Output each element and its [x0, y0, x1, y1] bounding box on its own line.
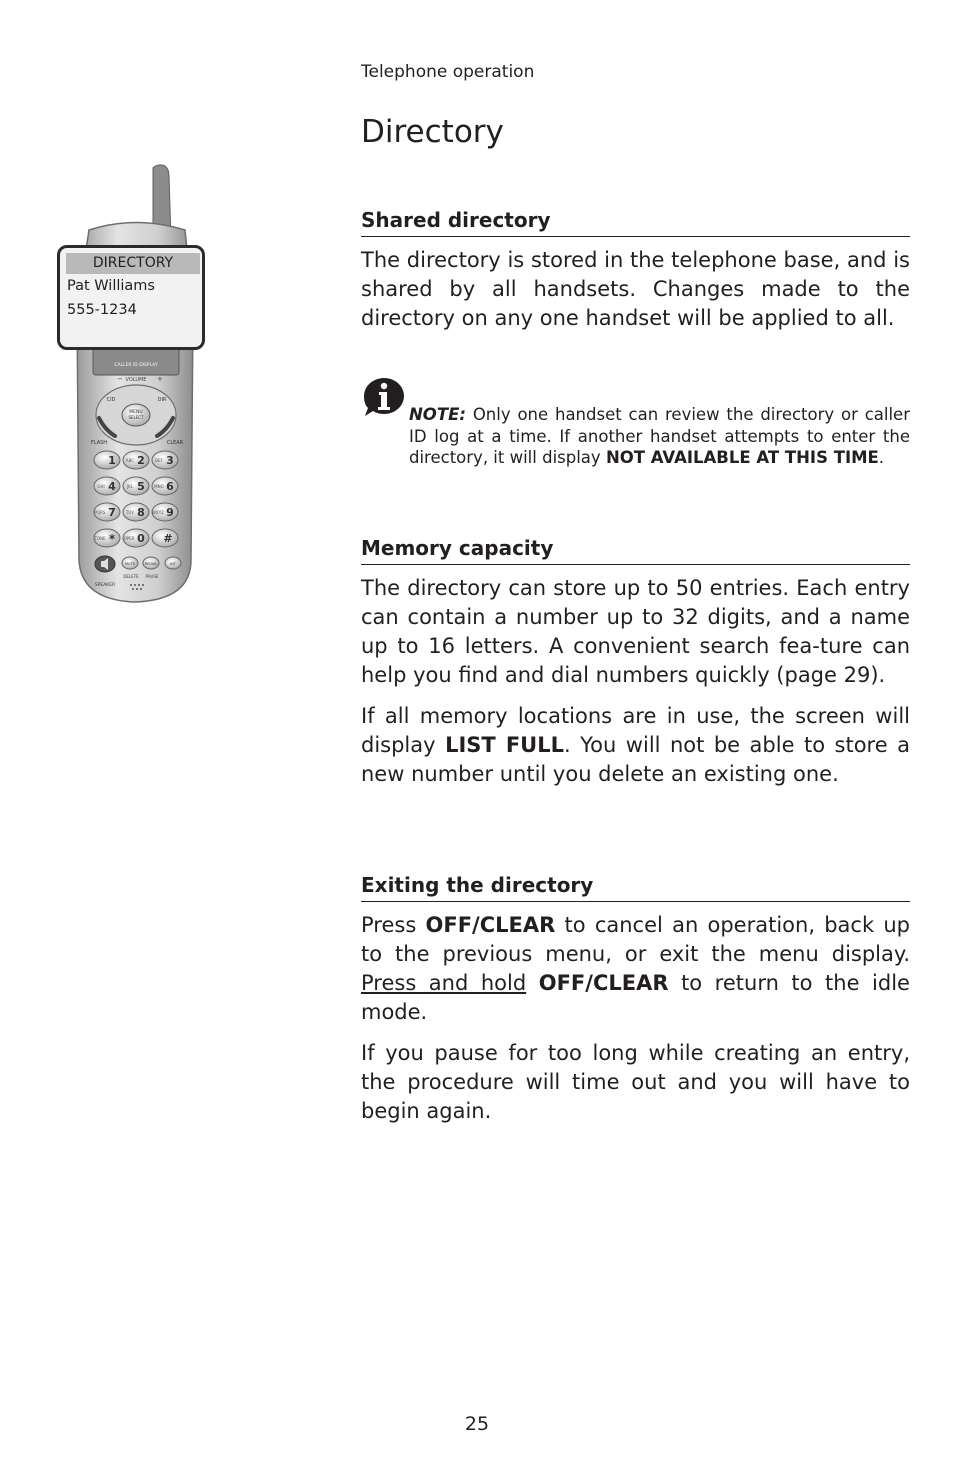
svg-text:INT: INT [170, 562, 176, 566]
note-display-message: NOT AVAILABLE AT THIS TIME [605, 448, 879, 467]
key-6 [152, 477, 178, 495]
svg-text:FLASH: FLASH [90, 440, 108, 446]
off-clear-key-label: OFF/CLEAR [425, 913, 556, 937]
svg-text:+: + [157, 375, 163, 383]
svg-text:3: 3 [166, 454, 174, 467]
list-full-message: LIST FULL [445, 733, 564, 757]
key-0 [123, 529, 149, 547]
svg-text:SPEAKER: SPEAKER [94, 583, 116, 588]
svg-text:MNO: MNO [154, 484, 164, 489]
svg-text:#: # [163, 532, 173, 545]
key-2 [123, 451, 149, 469]
svg-text:CID: CID [106, 397, 116, 403]
svg-text:DIR: DIR [157, 397, 167, 403]
section-heading: Memory capacity [361, 536, 910, 565]
svg-text:REDIAL: REDIAL [144, 562, 158, 566]
svg-text:WXYZ: WXYZ [152, 510, 164, 515]
display-callout [57, 245, 205, 350]
svg-text:MUTE: MUTE [125, 562, 135, 566]
section-body: If all memory locations are in use, the screen will display LIST FULL. You will not be able to store a new number until you delete an existing one. [361, 704, 910, 786]
key-4 [94, 477, 120, 495]
section-body: The directory is stored in the telephone base, and is shared by all handsets. Changes made to the directory on any one handset will be applied to all. [361, 248, 910, 330]
running-head: Telephone operation [361, 62, 535, 82]
callout-header: DIRECTORY [66, 253, 200, 274]
svg-text:2: 2 [137, 454, 145, 467]
svg-text:TONE: TONE [94, 536, 106, 541]
section-heading: Exiting the directory [361, 873, 910, 902]
section-memory-capacity [361, 536, 910, 789]
svg-text:CLEAR: CLEAR [166, 440, 184, 446]
svg-text:4: 4 [108, 480, 116, 493]
key-8 [123, 503, 149, 521]
svg-text:7: 7 [108, 506, 116, 519]
section-shared-directory [361, 208, 910, 333]
key-1 [94, 451, 120, 469]
svg-text:6: 6 [166, 480, 174, 493]
page-number: 25 [464, 1413, 490, 1435]
off-clear-key-label: OFF/CLEAR [538, 971, 669, 995]
svg-text:−: − [117, 375, 123, 383]
svg-text:1: 1 [108, 454, 116, 467]
section-exiting-directory [361, 873, 910, 1126]
note-paragraph: NOTE: Only one handset can review the directory or caller ID log at a time. If another handset attempts to enter the directory, it will display NOT AVAILABLE AT THIS TIME. [409, 405, 910, 467]
svg-text:JKL: JKL [126, 484, 134, 489]
svg-text:ABC: ABC [125, 458, 135, 463]
note-block [409, 404, 910, 469]
key-7 [94, 503, 120, 521]
press-and-hold-text: Press and hold [361, 971, 527, 995]
redial-button [143, 557, 159, 569]
svg-text:PAUSE: PAUSE [145, 574, 159, 579]
svg-text:OPER: OPER [123, 536, 135, 541]
section-body: If you pause for too long while creating an entry, the procedure will time out and you will have to begin again. [361, 1041, 910, 1123]
key-3 [152, 451, 178, 469]
key-9 [152, 503, 178, 521]
speaker-button [95, 556, 115, 572]
section-body: Press OFF/CLEAR to cancel an operation, back up to the previous menu, or exit the menu display. Press and hold OFF/CLEAR to return to the idle mode. [361, 913, 910, 1024]
svg-text:SELECT: SELECT [128, 415, 144, 420]
svg-text:DEF: DEF [155, 458, 163, 463]
int-button [165, 557, 181, 569]
mute-button [122, 557, 138, 569]
note-text: Only one handset can review the directory or caller ID log at a time. If another handset attempts to enter the directory, it will display [409, 405, 910, 467]
svg-text:*: * [108, 532, 116, 546]
callout-number: 555-1234 [67, 302, 137, 318]
key-star [93, 529, 120, 547]
svg-text:DELETE: DELETE [123, 574, 139, 579]
page-title: Directory [361, 114, 504, 150]
section-body: The directory can store up to 50 entries. Each entry can contain a number up to 32 digits, and a name up to 16 letters. A convenient search fea-ture can help you find and dial numbers quickly (page 29). [361, 576, 910, 687]
svg-text:TUV: TUV [125, 510, 135, 515]
section-heading: Shared directory [361, 208, 910, 237]
svg-text:MENU: MENU [129, 410, 143, 415]
key-5 [123, 477, 149, 495]
info-icon [362, 376, 406, 418]
volume-label: VOLUME [125, 377, 147, 383]
svg-text:0: 0 [137, 532, 145, 545]
svg-text:GHI: GHI [97, 484, 105, 489]
phone-illustration [55, 160, 215, 610]
note-label: NOTE: [409, 405, 466, 424]
svg-text:5: 5 [137, 480, 145, 493]
svg-text:9: 9 [166, 506, 174, 519]
svg-text:PQRS: PQRS [94, 510, 106, 515]
caller-id-label: CALLER ID DISPLAY [114, 363, 158, 368]
key-hash [152, 529, 178, 547]
callout-name: Pat Williams [67, 278, 155, 294]
svg-text:8: 8 [137, 506, 145, 519]
